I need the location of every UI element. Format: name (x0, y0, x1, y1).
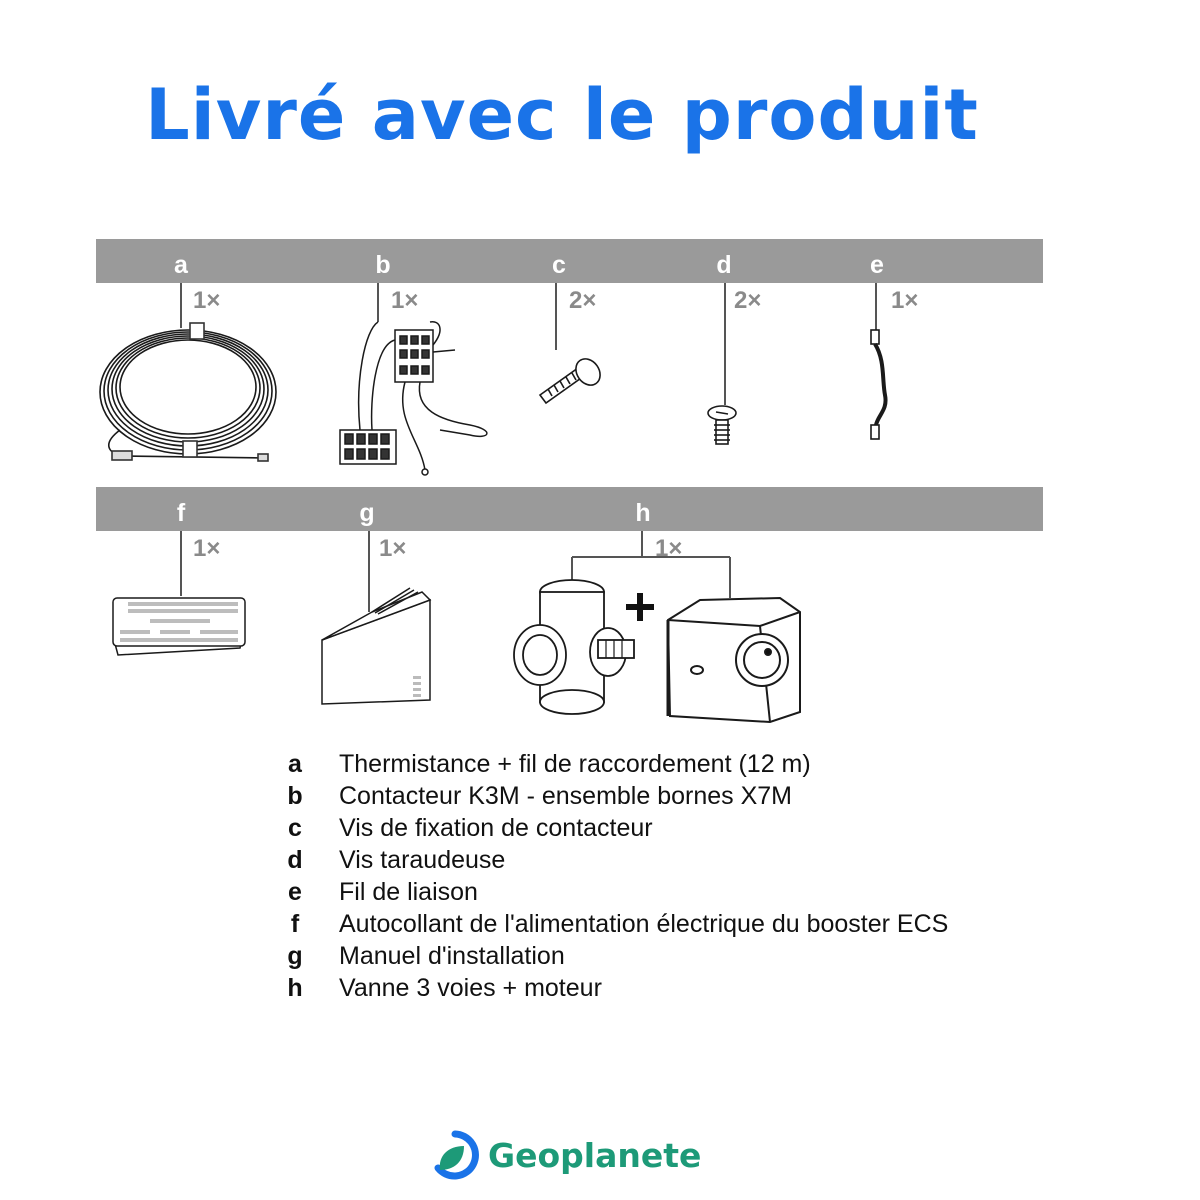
item-a-letter: a (174, 251, 188, 279)
item-c-qty: 2× (569, 287, 597, 314)
legend-item (280, 812, 948, 844)
connection-wire-icon (871, 330, 886, 439)
plus-icon (626, 593, 654, 621)
item-d-letter: d (716, 251, 732, 279)
legend-text: Vis de fixation de contacteur (339, 813, 653, 842)
item-h-letter: h (635, 499, 651, 527)
three-way-valve-icon (514, 580, 634, 714)
brand-name: Geoplanete (488, 1135, 702, 1175)
legend-key: c (288, 813, 302, 842)
legend-text: Contacteur K3M - ensemble bornes X7M (339, 781, 792, 810)
item-f-letter: f (176, 499, 186, 527)
legend-item (280, 940, 948, 972)
legend-item (280, 908, 948, 940)
legend-key: a (288, 749, 302, 778)
legend-text: Thermistance + fil de raccordement (12 m) (339, 749, 811, 778)
legend-text: Vis taraudeuse (339, 845, 506, 874)
legend-list (280, 748, 948, 1004)
legend-key: d (287, 845, 303, 874)
legend-text: Fil de liaison (339, 877, 478, 906)
thermistor-cable-icon (100, 323, 276, 461)
brand-logo[interactable] (430, 1130, 701, 1180)
legend-item (280, 844, 948, 876)
valve-motor-icon (668, 598, 800, 722)
legend-key: g (287, 941, 303, 970)
item-e-letter: e (870, 251, 884, 279)
legend-key: h (287, 973, 303, 1002)
legend-text: Manuel d'installation (339, 941, 565, 970)
contactor-icon (340, 322, 487, 475)
item-h-qty: 1× (655, 535, 683, 562)
legend-item (280, 876, 948, 908)
legend-item (280, 972, 948, 1004)
manual-icon (322, 588, 430, 704)
item-b-letter: b (375, 251, 391, 279)
sticker-icon (113, 598, 245, 655)
item-g-qty: 1× (379, 535, 407, 562)
legend-key: b (287, 781, 303, 810)
legend-item (280, 780, 948, 812)
item-g-letter: g (359, 499, 375, 527)
item-a-qty: 1× (193, 287, 221, 314)
item-e-qty: 1× (891, 287, 919, 314)
item-f-qty: 1× (193, 535, 221, 562)
item-b-qty: 1× (391, 287, 419, 314)
item-c-letter: c (552, 251, 566, 279)
geoplanete-logo-icon (430, 1130, 480, 1180)
page-title: Livré avec le produit (145, 74, 979, 156)
item-d-qty: 2× (734, 287, 762, 314)
legend-text: Autocollant de l'alimentation électrique du booster ECS (339, 909, 949, 938)
tapping-screw-icon (708, 406, 736, 444)
legend-key: e (288, 877, 302, 906)
legend-text: Vanne 3 voies + moteur (339, 973, 602, 1002)
screw-icon (540, 354, 605, 403)
legend-item (280, 748, 948, 780)
legend-key: f (290, 909, 300, 938)
